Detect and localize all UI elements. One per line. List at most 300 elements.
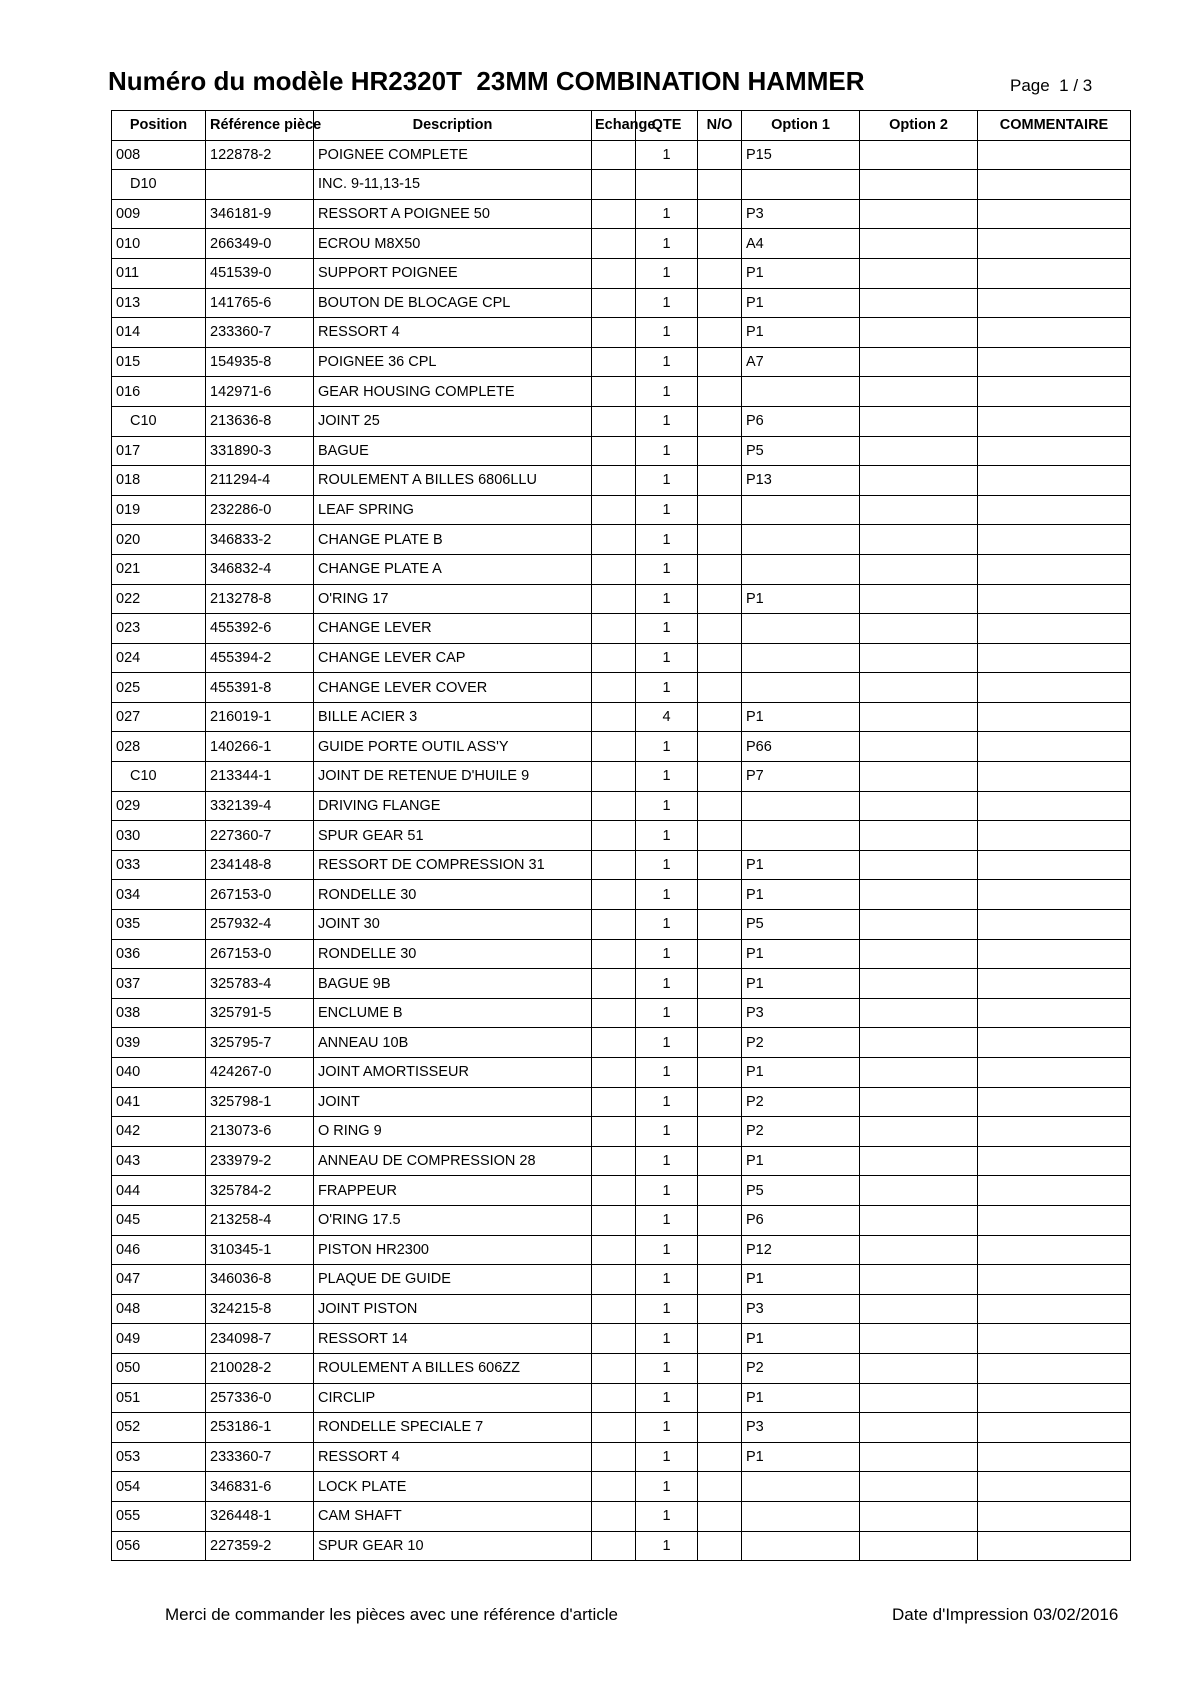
cell-option1: P1	[742, 258, 860, 288]
table-row	[112, 762, 1131, 792]
cell-reference: 324215-8	[206, 1294, 314, 1324]
cell-commentaire	[978, 1501, 1131, 1531]
cell-reference: 233979-2	[206, 1146, 314, 1176]
cell-option2	[860, 436, 978, 466]
cell-echange	[592, 910, 636, 940]
cell-no	[698, 288, 742, 318]
cell-option1: P2	[742, 1117, 860, 1147]
cell-option2	[860, 910, 978, 940]
table-row	[112, 998, 1131, 1028]
cell-reference: 325798-1	[206, 1087, 314, 1117]
cell-no	[698, 377, 742, 407]
cell-description: O'RING 17.5	[314, 1205, 592, 1235]
cell-reference: 257932-4	[206, 910, 314, 940]
cell-description: CAM SHAFT	[314, 1501, 592, 1531]
cell-option1	[742, 1472, 860, 1502]
cell-echange	[592, 614, 636, 644]
cell-description: LEAF SPRING	[314, 495, 592, 525]
cell-commentaire	[978, 495, 1131, 525]
cell-echange	[592, 1442, 636, 1472]
cell-no	[698, 1028, 742, 1058]
cell-option1: P3	[742, 998, 860, 1028]
cell-position: 043	[112, 1146, 206, 1176]
cell-position: 016	[112, 377, 206, 407]
cell-commentaire	[978, 436, 1131, 466]
cell-reference: 266349-0	[206, 229, 314, 259]
cell-description: GUIDE PORTE OUTIL ASS'Y	[314, 732, 592, 762]
cell-echange	[592, 140, 636, 170]
cell-commentaire	[978, 1472, 1131, 1502]
cell-description: CHANGE LEVER CAP	[314, 643, 592, 673]
cell-qte: 1	[636, 1176, 698, 1206]
cell-reference: 141765-6	[206, 288, 314, 318]
cell-commentaire	[978, 762, 1131, 792]
cell-no	[698, 318, 742, 348]
cell-reference: 325784-2	[206, 1176, 314, 1206]
cell-position: 037	[112, 969, 206, 999]
cell-reference: 346832-4	[206, 554, 314, 584]
cell-echange	[592, 702, 636, 732]
cell-reference: 216019-1	[206, 702, 314, 732]
cell-no	[698, 643, 742, 673]
cell-option1: P1	[742, 969, 860, 999]
cell-no	[698, 199, 742, 229]
cell-echange	[592, 406, 636, 436]
table-row	[112, 910, 1131, 940]
cell-qte: 1	[636, 1117, 698, 1147]
cell-position: 038	[112, 998, 206, 1028]
cell-option2	[860, 880, 978, 910]
cell-reference: 122878-2	[206, 140, 314, 170]
cell-echange	[592, 969, 636, 999]
cell-commentaire	[978, 614, 1131, 644]
cell-option2	[860, 821, 978, 851]
cell-qte: 1	[636, 554, 698, 584]
table-row	[112, 1235, 1131, 1265]
cell-option1	[742, 525, 860, 555]
cell-commentaire	[978, 1324, 1131, 1354]
cell-description: CHANGE PLATE B	[314, 525, 592, 555]
table-row	[112, 1028, 1131, 1058]
cell-position: 044	[112, 1176, 206, 1206]
cell-position: 052	[112, 1413, 206, 1443]
table-row	[112, 1265, 1131, 1295]
cell-commentaire	[978, 1294, 1131, 1324]
table-row	[112, 1146, 1131, 1176]
cell-qte: 1	[636, 969, 698, 999]
cell-echange	[592, 1324, 636, 1354]
cell-commentaire	[978, 554, 1131, 584]
cell-position: 014	[112, 318, 206, 348]
cell-no	[698, 1501, 742, 1531]
cell-reference: 267153-0	[206, 880, 314, 910]
table-row	[112, 406, 1131, 436]
cell-description: FRAPPEUR	[314, 1176, 592, 1206]
table-row	[112, 880, 1131, 910]
column-header-commentaire: COMMENTAIRE	[978, 111, 1131, 141]
column-header-position: Position	[112, 111, 206, 141]
cell-echange	[592, 732, 636, 762]
cell-no	[698, 1324, 742, 1354]
cell-no	[698, 1353, 742, 1383]
cell-reference: 346181-9	[206, 199, 314, 229]
cell-option2	[860, 850, 978, 880]
cell-option2	[860, 1235, 978, 1265]
cell-position: 054	[112, 1472, 206, 1502]
cell-description: RONDELLE 30	[314, 880, 592, 910]
cell-no	[698, 347, 742, 377]
cell-description: ROULEMENT A BILLES 6806LLU	[314, 466, 592, 496]
cell-option1: P3	[742, 1294, 860, 1324]
cell-reference: 455391-8	[206, 673, 314, 703]
cell-position: 051	[112, 1383, 206, 1413]
cell-reference: 213258-4	[206, 1205, 314, 1235]
cell-echange	[592, 1058, 636, 1088]
cell-option1	[742, 614, 860, 644]
cell-no	[698, 436, 742, 466]
cell-echange	[592, 495, 636, 525]
cell-commentaire	[978, 732, 1131, 762]
cell-echange	[592, 939, 636, 969]
cell-no	[698, 495, 742, 525]
cell-description: JOINT 25	[314, 406, 592, 436]
cell-commentaire	[978, 1087, 1131, 1117]
cell-option1: P1	[742, 1324, 860, 1354]
cell-commentaire	[978, 1146, 1131, 1176]
cell-option2	[860, 554, 978, 584]
cell-option2	[860, 199, 978, 229]
cell-qte: 1	[636, 466, 698, 496]
cell-reference: 227359-2	[206, 1531, 314, 1561]
cell-option2	[860, 318, 978, 348]
cell-no	[698, 258, 742, 288]
cell-reference: 142971-6	[206, 377, 314, 407]
cell-description: JOINT AMORTISSEUR	[314, 1058, 592, 1088]
cell-description: SUPPORT POIGNEE	[314, 258, 592, 288]
cell-option1	[742, 554, 860, 584]
cell-no	[698, 762, 742, 792]
cell-description: GEAR HOUSING COMPLETE	[314, 377, 592, 407]
cell-description: CHANGE LEVER	[314, 614, 592, 644]
cell-qte: 1	[636, 821, 698, 851]
cell-position: 028	[112, 732, 206, 762]
cell-no	[698, 554, 742, 584]
cell-no	[698, 584, 742, 614]
cell-description: ENCLUME B	[314, 998, 592, 1028]
cell-qte: 1	[636, 998, 698, 1028]
cell-commentaire	[978, 939, 1131, 969]
cell-echange	[592, 1501, 636, 1531]
table-row	[112, 1353, 1131, 1383]
cell-option1: P6	[742, 406, 860, 436]
cell-option2	[860, 1472, 978, 1502]
cell-description: ANNEAU DE COMPRESSION 28	[314, 1146, 592, 1176]
table-row	[112, 584, 1131, 614]
cell-commentaire	[978, 377, 1131, 407]
cell-commentaire	[978, 702, 1131, 732]
cell-reference: 234098-7	[206, 1324, 314, 1354]
cell-qte: 1	[636, 1324, 698, 1354]
table-row	[112, 1442, 1131, 1472]
table-row	[112, 318, 1131, 348]
cell-description: SPUR GEAR 51	[314, 821, 592, 851]
cell-echange	[592, 199, 636, 229]
cell-description: BOUTON DE BLOCAGE CPL	[314, 288, 592, 318]
cell-option2	[860, 673, 978, 703]
table-row	[112, 1087, 1131, 1117]
cell-description: JOINT	[314, 1087, 592, 1117]
cell-no	[698, 732, 742, 762]
cell-position: 042	[112, 1117, 206, 1147]
cell-echange	[592, 762, 636, 792]
cell-option2	[860, 969, 978, 999]
cell-description: BAGUE 9B	[314, 969, 592, 999]
cell-position: 040	[112, 1058, 206, 1088]
cell-reference: 346036-8	[206, 1265, 314, 1295]
cell-echange	[592, 1235, 636, 1265]
table-row	[112, 347, 1131, 377]
table-row	[112, 1383, 1131, 1413]
cell-reference	[206, 170, 314, 200]
cell-position: 023	[112, 614, 206, 644]
cell-no	[698, 910, 742, 940]
cell-qte: 1	[636, 347, 698, 377]
cell-qte: 1	[636, 673, 698, 703]
table-row	[112, 1205, 1131, 1235]
cell-commentaire	[978, 1058, 1131, 1088]
cell-reference: 253186-1	[206, 1413, 314, 1443]
cell-option1: P5	[742, 436, 860, 466]
cell-option2	[860, 525, 978, 555]
cell-reference: 455392-6	[206, 614, 314, 644]
cell-reference: 227360-7	[206, 821, 314, 851]
cell-reference: 213636-8	[206, 406, 314, 436]
table-row	[112, 1117, 1131, 1147]
cell-qte: 1	[636, 258, 698, 288]
cell-description: PISTON HR2300	[314, 1235, 592, 1265]
cell-echange	[592, 850, 636, 880]
cell-description: JOINT 30	[314, 910, 592, 940]
cell-commentaire	[978, 347, 1131, 377]
cell-commentaire	[978, 258, 1131, 288]
cell-reference: 154935-8	[206, 347, 314, 377]
cell-option2	[860, 347, 978, 377]
column-header-qte: QTE	[636, 111, 698, 141]
cell-echange	[592, 1265, 636, 1295]
table-row	[112, 436, 1131, 466]
cell-reference: 325783-4	[206, 969, 314, 999]
cell-no	[698, 140, 742, 170]
cell-echange	[592, 1117, 636, 1147]
cell-option1	[742, 1501, 860, 1531]
cell-position: 011	[112, 258, 206, 288]
cell-qte: 1	[636, 1531, 698, 1561]
page-indicator: Page 1 / 3	[1010, 76, 1093, 95]
cell-echange	[592, 525, 636, 555]
cell-position: 015	[112, 347, 206, 377]
cell-description: CIRCLIP	[314, 1383, 592, 1413]
cell-option2	[860, 229, 978, 259]
cell-reference: 267153-0	[206, 939, 314, 969]
cell-echange	[592, 436, 636, 466]
cell-option1: A7	[742, 347, 860, 377]
cell-qte: 1	[636, 643, 698, 673]
table-row	[112, 1058, 1131, 1088]
cell-echange	[592, 318, 636, 348]
cell-no	[698, 229, 742, 259]
table-row	[112, 377, 1131, 407]
column-header-echange: Echange	[592, 111, 636, 141]
cell-option2	[860, 1058, 978, 1088]
cell-no	[698, 170, 742, 200]
cell-reference: 455394-2	[206, 643, 314, 673]
cell-position: D10	[112, 170, 206, 200]
table-row	[112, 643, 1131, 673]
cell-no	[698, 850, 742, 880]
table-row	[112, 850, 1131, 880]
cell-echange	[592, 1087, 636, 1117]
cell-position: 009	[112, 199, 206, 229]
cell-option2	[860, 1324, 978, 1354]
cell-option1: P5	[742, 1176, 860, 1206]
cell-commentaire	[978, 170, 1131, 200]
cell-reference: 213278-8	[206, 584, 314, 614]
cell-option1: P66	[742, 732, 860, 762]
cell-echange	[592, 791, 636, 821]
cell-commentaire	[978, 584, 1131, 614]
footer-print-date: Date d'Impression 03/02/2016	[892, 1605, 1119, 1624]
cell-echange	[592, 1383, 636, 1413]
cell-qte: 1	[636, 288, 698, 318]
column-header-description: Description	[314, 111, 592, 141]
cell-no	[698, 614, 742, 644]
cell-option2	[860, 1117, 978, 1147]
cell-commentaire	[978, 1353, 1131, 1383]
cell-description: RESSORT A POIGNEE 50	[314, 199, 592, 229]
cell-echange	[592, 347, 636, 377]
cell-position: 053	[112, 1442, 206, 1472]
cell-description: POIGNEE COMPLETE	[314, 140, 592, 170]
cell-qte: 1	[636, 1501, 698, 1531]
cell-no	[698, 1442, 742, 1472]
cell-option2	[860, 406, 978, 436]
cell-reference: 211294-4	[206, 466, 314, 496]
cell-echange	[592, 170, 636, 200]
cell-description: RESSORT 14	[314, 1324, 592, 1354]
cell-qte: 1	[636, 436, 698, 466]
cell-qte: 1	[636, 495, 698, 525]
cell-no	[698, 1058, 742, 1088]
cell-option2	[860, 1087, 978, 1117]
table-row	[112, 702, 1131, 732]
table-row	[112, 466, 1131, 496]
cell-commentaire	[978, 1235, 1131, 1265]
cell-description: JOINT PISTON	[314, 1294, 592, 1324]
cell-qte: 1	[636, 1294, 698, 1324]
cell-commentaire	[978, 1117, 1131, 1147]
table-row	[112, 495, 1131, 525]
cell-position: 022	[112, 584, 206, 614]
cell-no	[698, 1383, 742, 1413]
cell-description: CHANGE LEVER COVER	[314, 673, 592, 703]
cell-commentaire	[978, 1383, 1131, 1413]
cell-option2	[860, 1413, 978, 1443]
cell-commentaire	[978, 1265, 1131, 1295]
cell-option2	[860, 1265, 978, 1295]
cell-option1: P1	[742, 702, 860, 732]
cell-qte: 1	[636, 1028, 698, 1058]
cell-position: 021	[112, 554, 206, 584]
cell-option2	[860, 643, 978, 673]
cell-commentaire	[978, 1531, 1131, 1561]
table-row	[112, 170, 1131, 200]
cell-option2	[860, 1383, 978, 1413]
table-row	[112, 732, 1131, 762]
cell-position: 034	[112, 880, 206, 910]
cell-option1: P1	[742, 1265, 860, 1295]
cell-no	[698, 406, 742, 436]
cell-commentaire	[978, 140, 1131, 170]
table-row	[112, 969, 1131, 999]
cell-commentaire	[978, 406, 1131, 436]
table-row	[112, 1413, 1131, 1443]
cell-option1: P15	[742, 140, 860, 170]
cell-qte: 1	[636, 318, 698, 348]
cell-no	[698, 1265, 742, 1295]
cell-description: CHANGE PLATE A	[314, 554, 592, 584]
cell-option2	[860, 377, 978, 407]
cell-position: 047	[112, 1265, 206, 1295]
column-header-option2: Option 2	[860, 111, 978, 141]
cell-position: 025	[112, 673, 206, 703]
cell-no	[698, 1146, 742, 1176]
cell-qte: 1	[636, 1205, 698, 1235]
cell-reference: 310345-1	[206, 1235, 314, 1265]
cell-option1	[742, 673, 860, 703]
cell-qte: 1	[636, 525, 698, 555]
cell-no	[698, 525, 742, 555]
cell-position: 045	[112, 1205, 206, 1235]
cell-description: INC. 9-11,13-15	[314, 170, 592, 200]
cell-echange	[592, 229, 636, 259]
cell-option1: P1	[742, 850, 860, 880]
cell-qte: 1	[636, 406, 698, 436]
table-row	[112, 673, 1131, 703]
cell-reference: 233360-7	[206, 318, 314, 348]
cell-no	[698, 1472, 742, 1502]
cell-option2	[860, 1442, 978, 1472]
cell-option1: P12	[742, 1235, 860, 1265]
cell-echange	[592, 377, 636, 407]
cell-commentaire	[978, 199, 1131, 229]
cell-option2	[860, 1028, 978, 1058]
table-row	[112, 1294, 1131, 1324]
cell-description: DRIVING FLANGE	[314, 791, 592, 821]
cell-commentaire	[978, 850, 1131, 880]
cell-option2	[860, 140, 978, 170]
cell-option2	[860, 1294, 978, 1324]
document-title: Numéro du modèle HR2320T 23MM COMBINATION HAMMER	[108, 66, 865, 96]
cell-qte: 1	[636, 584, 698, 614]
table-row	[112, 939, 1131, 969]
cell-position: C10	[112, 406, 206, 436]
cell-qte: 4	[636, 702, 698, 732]
cell-description: LOCK PLATE	[314, 1472, 592, 1502]
cell-commentaire	[978, 288, 1131, 318]
table-row	[112, 525, 1131, 555]
cell-no	[698, 1087, 742, 1117]
cell-reference: 213073-6	[206, 1117, 314, 1147]
